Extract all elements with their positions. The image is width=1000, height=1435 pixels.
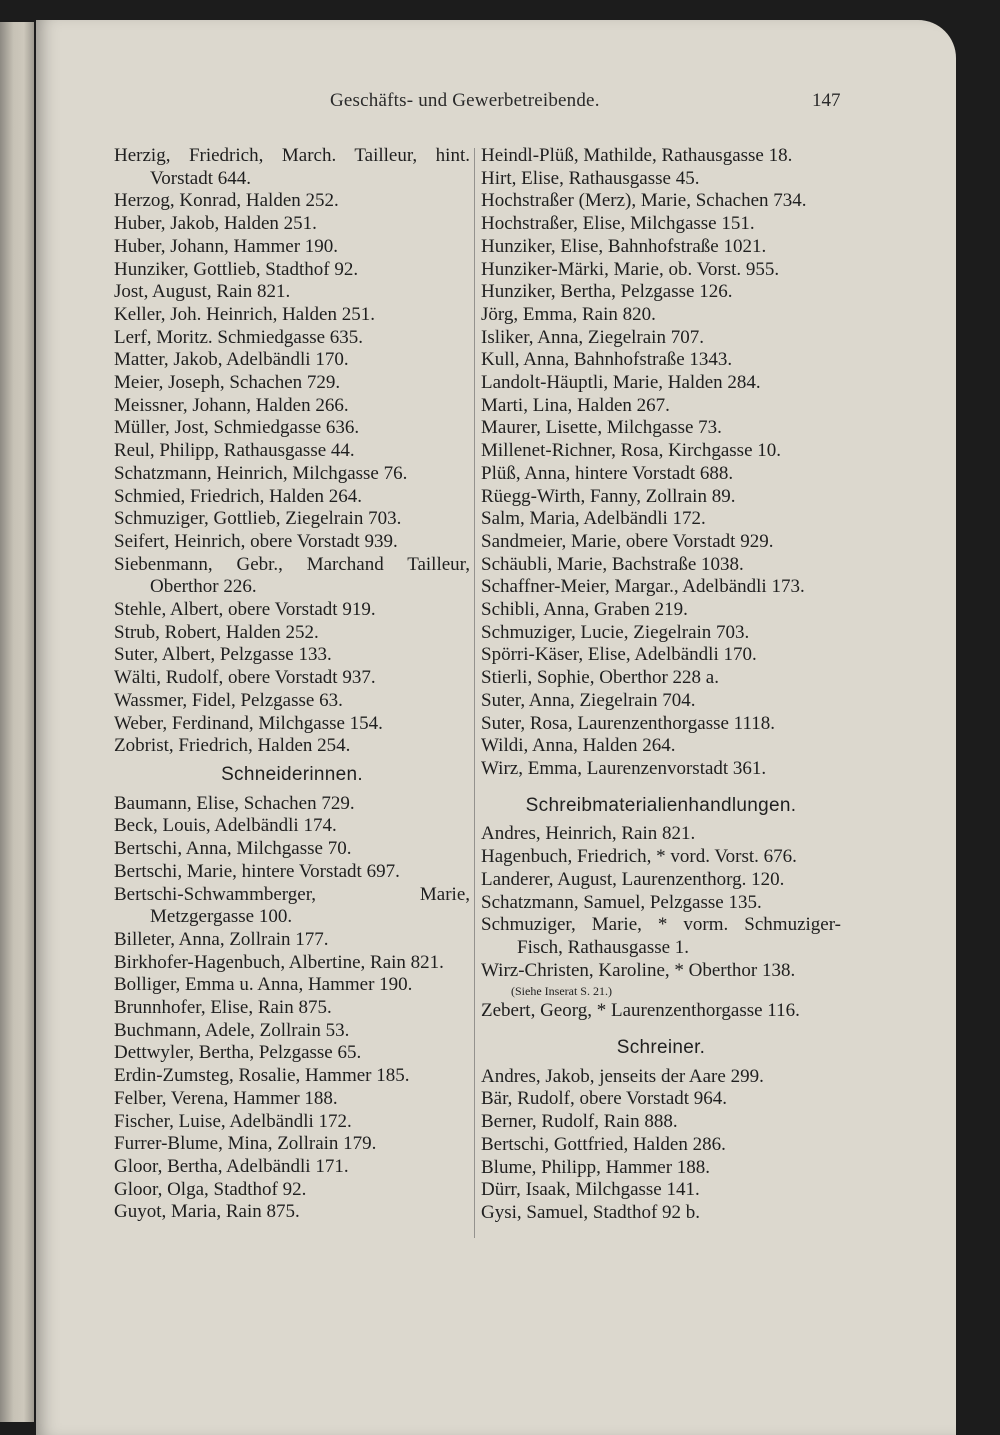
directory-entry: Landerer, August, Laurenzenthorg. 120.	[481, 868, 785, 890]
section-heading-schreiner: Schreiner.	[616, 1037, 706, 1059]
inserat-note: (Siehe Inserat S. 21.)	[511, 984, 612, 999]
directory-entry: Schmuziger, Lucie, Ziegelrain 703.	[481, 621, 750, 643]
directory-entry: Fischer, Luise, Adelbändli 172.	[114, 1110, 352, 1132]
directory-entry: Berner, Rudolf, Rain 888.	[481, 1111, 678, 1133]
directory-entry: Suter, Rosa, Laurenzenthorgasse 1118.	[481, 712, 776, 734]
directory-entry: Baumann, Elise, Schachen 729.	[114, 792, 355, 814]
entry-list	[481, 823, 841, 982]
directory-entry: Beck, Louis, Adelbändli 174.	[114, 815, 337, 837]
directory-entry: Bolliger, Emma u. Anna, Hammer 190.	[114, 974, 413, 996]
directory-entry: Jost, August, Rain 821.	[114, 281, 291, 303]
directory-entry: Schibli, Anna, Graben 219.	[481, 599, 688, 621]
directory-entry: Bertschi, Anna, Milchgasse 70.	[114, 838, 352, 860]
directory-entry: Hunziker, Bertha, Pelzgasse 126.	[481, 281, 733, 303]
directory-entry: Huber, Johann, Hammer 190.	[114, 235, 339, 257]
entry-list	[114, 145, 470, 758]
directory-entry: Matter, Jakob, Adelbändli 170.	[114, 349, 349, 371]
right-column	[481, 145, 841, 1225]
page-number: 147	[812, 90, 841, 111]
directory-entry: Salm, Maria, Adelbändli 172.	[481, 508, 706, 530]
directory-entry: Zobrist, Friedrich, Halden 254.	[114, 735, 351, 757]
directory-entry: Marti, Lina, Halden 267.	[481, 394, 670, 416]
directory-entry: Schmied, Friedrich, Halden 264.	[114, 485, 363, 507]
directory-entry: Blume, Philipp, Hammer 188.	[481, 1156, 711, 1178]
directory-entry: Bertschi, Marie, hintere Vorstadt 697.	[114, 860, 400, 882]
directory-entry: Maurer, Lisette, Milchgasse 73.	[481, 417, 722, 439]
directory-entry: Brunnhofer, Elise, Rain 875.	[114, 997, 332, 1019]
directory-entry: Siebenmann, Gebr., Marchand Tailleur, Oberthor 226.	[114, 553, 470, 598]
directory-entry: Zebert, Georg, * Laurenzenthorgasse 116.	[481, 1000, 800, 1022]
directory-entry: Stierli, Sophie, Oberthor 228 a.	[481, 667, 719, 689]
section-heading-schreibmaterialienhandlungen: Schreibmaterialienhandlungen.	[525, 794, 797, 816]
directory-entry: Suter, Anna, Ziegelrain 704.	[481, 689, 696, 711]
directory-entry: Birkhofer-Hagenbuch, Albertine, Rain 821.	[114, 951, 444, 973]
left-column	[114, 145, 470, 1224]
directory-entry: Wildi, Anna, Halden 264.	[481, 735, 676, 757]
directory-entry: Schaffner-Meier, Margar., Adelbändli 173.	[481, 576, 805, 598]
directory-entry: Schmuziger, Gottlieb, Ziegelrain 703.	[114, 508, 402, 530]
directory-entry: Wassmer, Fidel, Pelzgasse 63.	[114, 689, 343, 711]
directory-entry: Müller, Jost, Schmiedgasse 636.	[114, 417, 360, 439]
directory-entry: Herzig, Friedrich, March. Tailleur, hint. Vorstadt 644.	[114, 145, 470, 189]
running-header: Geschäfts- und Gewerbetreibende.	[330, 90, 600, 111]
directory-entry: Dürr, Isaak, Milchgasse 141.	[481, 1179, 700, 1201]
directory-entry: Gysi, Samuel, Stadthof 92 b.	[481, 1201, 701, 1223]
directory-entry: Millenet-Richner, Rosa, Kirchgasse 10.	[481, 440, 782, 462]
left-page-edge	[0, 22, 34, 1422]
directory-entry: Furrer-Blume, Mina, Zollrain 179.	[114, 1133, 377, 1155]
directory-entry: Andres, Heinrich, Rain 821.	[481, 823, 696, 845]
directory-entry: Gloor, Olga, Stadthof 92.	[114, 1178, 307, 1200]
directory-entry: Huber, Jakob, Halden 251.	[114, 213, 317, 235]
entry-list	[481, 1000, 841, 1023]
directory-entry: Herzog, Konrad, Halden 252.	[114, 190, 339, 212]
directory-entry: Bär, Rudolf, obere Vorstadt 964.	[481, 1088, 728, 1110]
directory-entry: Schatzmann, Heinrich, Milchgasse 76.	[114, 462, 408, 484]
directory-entry: Schäubli, Marie, Bachstraße 1038.	[481, 553, 744, 575]
directory-entry: Hunziker, Gottlieb, Stadthof 92.	[114, 258, 359, 280]
directory-entry: Meier, Joseph, Schachen 729.	[114, 372, 341, 394]
directory-entry: Bertschi-Schwammberger, Marie, Metzgergasse 100.	[114, 883, 470, 928]
directory-entry: Landolt-Häuptli, Marie, Halden 284.	[481, 372, 761, 394]
directory-entry: Lerf, Moritz. Schmiedgasse 635.	[114, 326, 364, 348]
directory-entry: Andres, Jakob, jenseits der Aare 299.	[481, 1065, 764, 1087]
directory-entry: Hirt, Elise, Rathausgasse 45.	[481, 167, 700, 189]
directory-entry: Dettwyler, Bertha, Pelzgasse 65.	[114, 1042, 362, 1064]
directory-entry: Kull, Anna, Bahnhofstraße 1343.	[481, 349, 733, 371]
directory-entry: Isliker, Anna, Ziegelrain 707.	[481, 326, 704, 348]
directory-entry: Wirz-Christen, Karoline, * Oberthor 138.	[481, 959, 796, 981]
entry-list	[481, 1066, 841, 1225]
directory-entry: Suter, Albert, Pelzgasse 133.	[114, 644, 332, 666]
directory-entry: Rüegg-Wirth, Fanny, Zollrain 89.	[481, 485, 736, 507]
entry-list	[114, 793, 470, 1224]
directory-entry: Hunziker, Elise, Bahnhofstraße 1021.	[481, 235, 767, 257]
directory-entry: Buchmann, Adele, Zollrain 53.	[114, 1019, 350, 1041]
directory-entry: Wirz, Emma, Laurenzenvorstadt 361.	[481, 757, 767, 779]
directory-entry: Schatzmann, Samuel, Pelzgasse 135.	[481, 891, 762, 913]
directory-entry: Weber, Ferdinand, Milchgasse 154.	[114, 712, 383, 734]
directory-entry: Erdin-Zumsteg, Rosalie, Hammer 185.	[114, 1065, 410, 1087]
directory-entry: Keller, Joh. Heinrich, Halden 251.	[114, 303, 375, 325]
directory-entry: Hochstraßer, Elise, Milchgasse 151.	[481, 213, 755, 235]
directory-entry: Spörri-Käser, Elise, Adelbändli 170.	[481, 644, 757, 666]
directory-entry: Billeter, Anna, Zollrain 177.	[114, 928, 329, 950]
column-divider	[474, 148, 475, 1238]
directory-entry: Stehle, Albert, obere Vorstadt 919.	[114, 599, 376, 621]
directory-entry: Seifert, Heinrich, obere Vorstadt 939.	[114, 530, 398, 552]
directory-entry: Guyot, Maria, Rain 875.	[114, 1201, 300, 1223]
directory-entry: Schmuziger, Marie, * vorm. Schmuziger-Fisch, Rathausgasse 1.	[481, 914, 841, 958]
directory-entry: Meissner, Johann, Halden 266.	[114, 394, 349, 416]
directory-entry: Sandmeier, Marie, obere Vorstadt 929.	[481, 530, 774, 552]
section-heading-schneiderinnen: Schneiderinnen.	[221, 763, 363, 785]
directory-entry: Heindl-Plüß, Mathilde, Rathausgasse 18.	[481, 145, 793, 166]
directory-entry: Hagenbuch, Friedrich, * vord. Vorst. 676.	[481, 846, 797, 868]
directory-entry: Bertschi, Gottfried, Halden 286.	[481, 1133, 726, 1155]
directory-entry: Gloor, Bertha, Adelbändli 171.	[114, 1155, 349, 1177]
directory-entry: Jörg, Emma, Rain 820.	[481, 303, 656, 325]
directory-entry: Felber, Verena, Hammer 188.	[114, 1087, 338, 1109]
directory-entry: Plüß, Anna, hintere Vorstadt 688.	[481, 462, 734, 484]
directory-entry: Hunziker-Märki, Marie, ob. Vorst. 955.	[481, 258, 780, 280]
entry-list	[481, 145, 841, 781]
directory-entry: Strub, Robert, Halden 252.	[114, 621, 319, 643]
directory-entry: Hochstraßer (Merz), Marie, Schachen 734.	[481, 190, 807, 212]
directory-entry: Wälti, Rudolf, obere Vorstadt 937.	[114, 667, 376, 689]
directory-entry: Reul, Philipp, Rathausgasse 44.	[114, 440, 355, 462]
